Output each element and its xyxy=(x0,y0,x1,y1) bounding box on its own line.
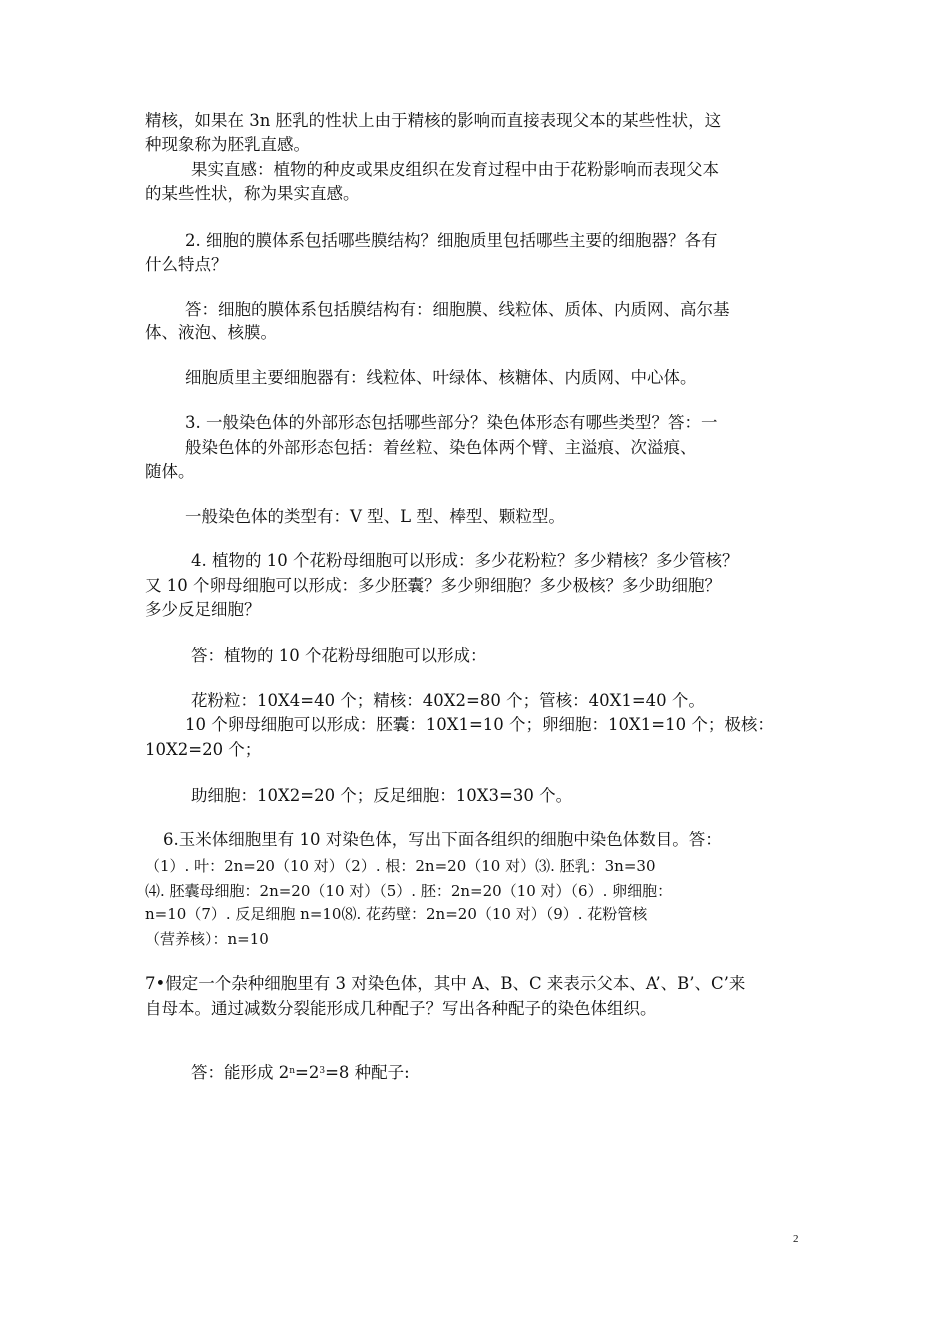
answer-prefix: 答：能形成 2 xyxy=(191,1063,290,1082)
text-line: 自母本。通过减数分裂能形成几种配子？写出各种配子的染色体组织。 xyxy=(145,999,657,1018)
answer-7 xyxy=(191,1060,410,1084)
question-7: 7•假定一个杂种细胞里有 3 对染色体，其中 A、B、C 来表示父本、A’、B’、C’来 xyxy=(145,974,746,993)
exponent-3: 3 xyxy=(319,1066,326,1076)
text-line: （1）. 叶：2n=20（10 对）（2）. 根：2n=20（10 对）⑶. 胚乳：3n=30 xyxy=(145,857,656,875)
answer-2: 答：细胞的膜体系包括膜结构有：细胞膜、线粒体、质体、内质网、高尔基 xyxy=(185,300,730,319)
question-2: 2. 细胞的膜体系包括哪些膜结构？细胞质里包括哪些主要的细胞器？各有 xyxy=(185,231,718,250)
question-6: 6.玉米体细胞里有 10 对染色体，写出下面各组织的细胞中染色体数目。答： xyxy=(163,830,722,849)
text-line: 一般染色体的类型有：V 型、L 型、棒型、颗粒型。 xyxy=(185,507,565,526)
text-line: n=10（7）. 反足细胞 n=10⑻. 花药壁：2n=20（10 对）（9）. 花粉管核 xyxy=(145,905,648,923)
answer-suffix: =8 种配子: xyxy=(325,1063,410,1082)
text-line: 10 个卵母细胞可以形成：胚囊：10X1=10 个；卵细胞：10X1=10 个；极核： xyxy=(185,715,774,734)
text-line: 多少反足细胞？ xyxy=(145,600,261,619)
text-line: 又 10 个卵母细胞可以形成：多少胚囊？多少卵细胞？多少极核？多少助细胞？ xyxy=(145,576,721,595)
page-number: 2 xyxy=(793,1233,799,1245)
text-line: 花粉粒：10X4=40 个；精核：40X2=80 个；管核：40X1=40 个。 xyxy=(191,691,705,710)
text-line: （营养核）：n=10 xyxy=(145,930,269,948)
question-4: 4. 植物的 10 个花粉母细胞可以形成：多少花粉粒？多少精核？多少管核？ xyxy=(191,551,739,570)
text-line: 10X2=20 个； xyxy=(145,740,262,759)
text-line: 果实直感：植物的种皮或果皮组织在发育过程中由于花粉影响而表现父本 xyxy=(191,160,719,179)
text-line: 细胞质里主要细胞器有：线粒体、叶绿体、核糖体、内质网、中心体。 xyxy=(185,368,697,387)
text-line: 随体。 xyxy=(145,462,195,481)
answer-mid: =2 xyxy=(295,1063,320,1082)
text-line: 体、液泡、核膜。 xyxy=(145,323,277,342)
text-line: 助细胞：10X2=20 个；反足细胞：10X3=30 个。 xyxy=(191,786,573,805)
question-3: 3. 一般染色体的外部形态包括哪些部分？染色体形态有哪些类型？答：一 xyxy=(185,413,718,432)
text-line: 种现象称为胚乳直感。 xyxy=(145,135,310,154)
text-line: 精核，如果在 3n 胚乳的性状上由于精核的影响而直接表现父本的某些性状，这 xyxy=(145,111,722,130)
text-line: 般染色体的外部形态包括：着丝粒、染色体两个臂、主溢痕、次溢痕、 xyxy=(185,438,697,457)
answer-4: 答：植物的 10 个花粉母细胞可以形成： xyxy=(191,646,487,665)
text-line: 什么特点？ xyxy=(145,255,228,274)
text-line: ⑷. 胚囊母细胞：2n=20（10 对）（5）. 胚：2n=20（10 对）（6）. 卵细胞： xyxy=(145,882,673,900)
text-line: 的某些性状，称为果实直感。 xyxy=(145,184,360,203)
exponent-n: n xyxy=(289,1066,296,1076)
